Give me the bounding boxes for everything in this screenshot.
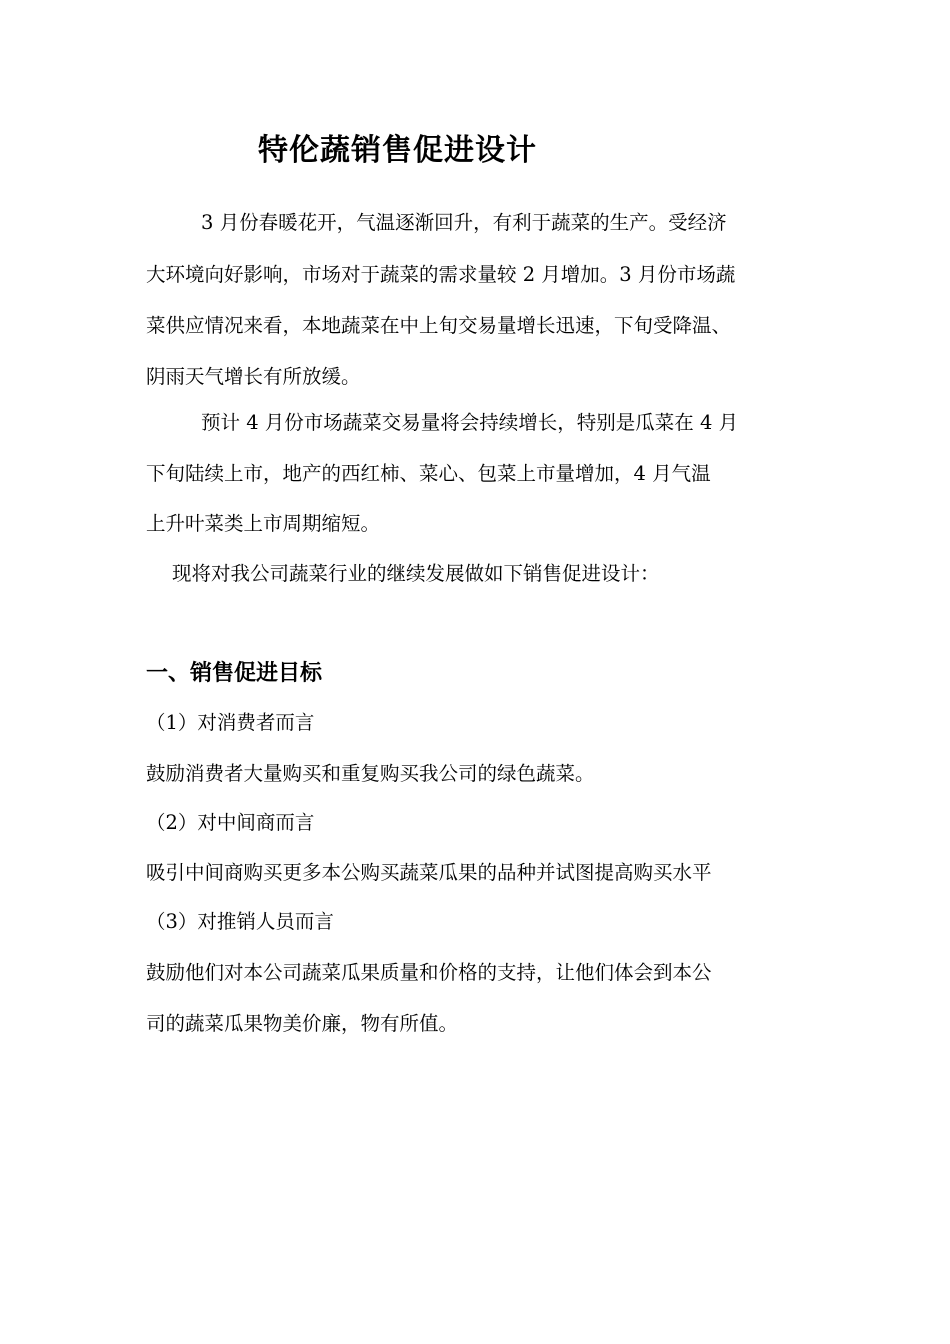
intro-paragraph-2-line-2: 下旬陆续上市，地产的西红柿、菜心、包菜上市量增加，4 月气温 bbox=[146, 462, 711, 485]
intro-paragraph-2-line-3: 上升叶菜类上市周期缩短。 bbox=[146, 512, 381, 535]
intro-paragraph-1-line-3: 菜供应情况来看，本地蔬菜在中上旬交易量增长迅速，下旬受降温、 bbox=[146, 314, 732, 337]
section-1-item-2-text: 吸引中间商购买更多本公购买蔬菜瓜果的品种并试图提高购买水平 bbox=[146, 861, 712, 884]
intro-paragraph-2-line-1: 预计 4 月份市场蔬菜交易量将会持续增长，特别是瓜菜在 4 月 bbox=[201, 411, 739, 434]
intro-paragraph-1-line-2: 大环境向好影响，市场对于蔬菜的需求量较 2 月增加。3 月份市场蔬 bbox=[146, 263, 736, 286]
section-1-item-3-subheading: （3）对推销人员而言 bbox=[146, 910, 334, 933]
intro-paragraph-1-line-4: 阴雨天气增长有所放缓。 bbox=[146, 365, 361, 388]
intro-paragraph-1-line-1: 3 月份春暖花开，气温逐渐回升，有利于蔬菜的生产。受经济 bbox=[201, 211, 727, 234]
intro-paragraph-3: 现将对我公司蔬菜行业的继续发展做如下销售促进设计： bbox=[172, 562, 660, 585]
section-1-heading: 一、销售促进目标 bbox=[146, 661, 323, 686]
section-1-item-3-text-line-1: 鼓励他们对本公司蔬菜瓜果质量和价格的支持，让他们体会到本公 bbox=[146, 961, 712, 984]
section-1-item-2-subheading: （2）对中间商而言 bbox=[146, 811, 315, 834]
section-1-item-3-text-line-2: 司的蔬菜瓜果物美价廉，物有所值。 bbox=[146, 1012, 459, 1035]
section-1-item-1-subheading: （1）对消费者而言 bbox=[146, 711, 315, 734]
section-1-item-1-text: 鼓励消费者大量购买和重复购买我公司的绿色蔬菜。 bbox=[146, 762, 595, 785]
document-title: 特伦蔬销售促进设计 bbox=[258, 133, 537, 168]
